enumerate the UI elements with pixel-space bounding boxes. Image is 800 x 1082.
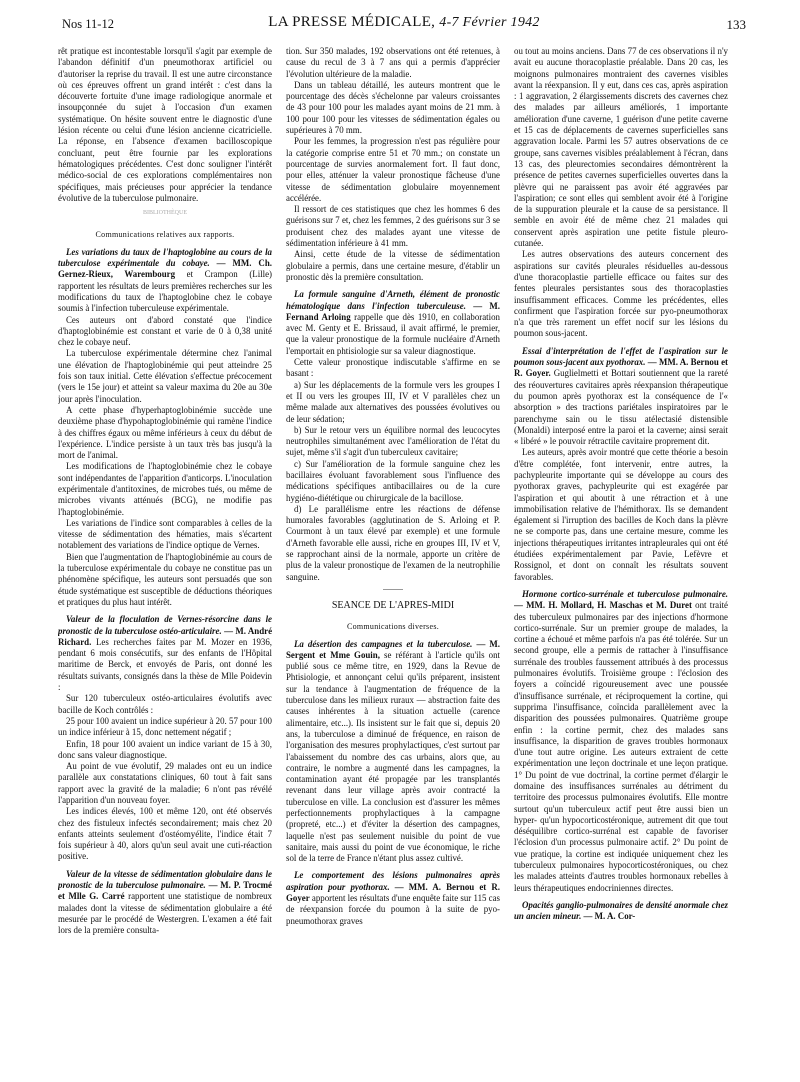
paragraph: Ainsi, cette étude de la vitesse de sédimentation globulaire a permis, dans une certaine mesure, d'établir un pronostic dès la première consultation. bbox=[286, 249, 500, 282]
article-title: Opacités ganglio-pulmonaires de densité anormale chez un ancien mineur. bbox=[514, 899, 728, 922]
section-heading: Communications diverses. bbox=[346, 622, 440, 632]
paragraph: La tuberculose expérimentale détermine chez l'animal une élévation de l'haptoglobinémie qui peut atteindre 25 fois son taux initial. Cette élévation s'effectue précocement (vers le 15e jour) et atteint sa valeur maxima du 20e au 30e jour après l'inoculation. bbox=[58, 348, 272, 404]
article-authors: — M. A. Cor- bbox=[581, 911, 636, 922]
issue-date: 4-7 Février 1942 bbox=[439, 15, 540, 30]
article-title: La formule sanguine d'Arneth, élément de pronostic hématologique dans l'infection tuberculeuse. bbox=[286, 289, 500, 311]
article-authors: — M. Sergent et Mme Gouin, bbox=[286, 638, 500, 660]
paragraph: b) Sur le retour vers un équilibre normal des leucocytes neutrophiles simultanément avec l'amélioration de l'état du sujet, même s'il s'agit d'un tuberculeux cavitaire; bbox=[286, 424, 500, 458]
article-intro: rapportent une statistique de nombreux malades dont la vitesse de sédimentation globulaire a été mesurée par le procédé de Westergren. L'examen a été fait lors de la première consulta- bbox=[58, 891, 272, 936]
column-middle bbox=[286, 46, 500, 1076]
article-title: Valeur de la vitesse de sédimentation globulaire dans le pronostic de la tuberculose pulmonaire. bbox=[58, 868, 272, 891]
column-right bbox=[514, 46, 728, 1076]
journal-title: LA PRESSE MÉDICALE bbox=[268, 14, 432, 30]
paragraph: Les indices élevés, 100 et même 120, ont été observés chez des fistuleux infectés secondairement; mais chez 20 enfants atteints seulement d'ostéomyélite, l'indice était 7 fois supérieur à 40, alors qu'un seul avait une cuti-réaction positive. bbox=[58, 806, 272, 862]
article-heading bbox=[514, 900, 728, 923]
article-heading bbox=[58, 247, 272, 315]
paragraph: d) Le parallélisme entre les réactions de défense humorales favorables (agglutination de S. Arloing et P. Courmont à un taux élevé par exemple) et une formule d'Arneth favorable elle aussi, riche en groupes III, IV et V, se rapprochant ainsi de la normale, apporte un critère de plus de la valeur pronostique de l'examen de la neutrophilie sanguine. bbox=[286, 503, 500, 582]
article-intro: ont traité des tuberculeux pulmonaires par des injections d'hormone cortico-surrénale. Sur un premier groupe de malades, la cortine a échoué et même parfois n'a pas été tolérée. Sur un second groupe, elle a permis de rattacher à l'insuffisance surrénale des troubles faussement attribués à des processus pulmonaires évolutifs. Troisième groupe : l'éclosion des foyers a coïncidé rigoureusement avec une poussée d'insuffisance surrénale, et réciproquement la cortine, qui supprima l'insuffisance, coïncida parallèlement avec la disparition des poussées pulmonaires. Quatrième groupe enfin : la cortine permit, chez des malades sans insuffisance, la disparition de graves troubles hormonaux d'une tout autre origine. Les auteurs extraient de cette expérimentation une leçon doctrinale et une leçon pratique. 1° Du point de vue doctrinal, la cortine permet d'élargir le domaine des insuffisances surrénales au détriment du territoire des processus pulmonaires évolutifs. Elle montre surtout qu'un tuberculeux actif peut être aussi bien un hyper- qu'un hypocorticostéronique, autrement dit que tout déséquilibre cortico-surrénal est capable de favoriser l'éclosion d'un processus pulmonaire actif. 2° Du point de vue pratique, la cortine est indiquée uniquement chez les tuberculeux pulmonaires hypocorticostéroniques, ou chez les malades atteints d'autres troubles hormonaux rebelles à leurs thérapeutiques endocriniennes directes. bbox=[514, 600, 728, 893]
paragraph: Au point de vue évolutif, 29 malades ont eu un indice parallèle aux constatations cliniques, 60 tout à fait sans rapport avec la gravité de la maladie; 6 n'ont pas révélé l'apparition d'un nouveau foyer. bbox=[58, 761, 272, 805]
journal-title-line: LA PRESSE MÉDICALE, 4-7 Février 1942 bbox=[268, 14, 540, 30]
session-heading: SEANCE DE L'APRES-MIDI bbox=[331, 599, 455, 611]
page-header bbox=[62, 14, 746, 38]
paragraph: Enfin, 18 pour 100 avaient un indice variant de 15 à 30, donc sans valeur diagnostique. bbox=[58, 738, 272, 760]
article-title: Hormone cortico-surrénale et tuberculose pulmonaire. bbox=[522, 588, 728, 599]
paragraph: Les auteurs, après avoir montré que cette théorie a besoin d'être complétée, font intervenir, entre autres, la pachypleurite importante qui se développe au cours des pyothorax graves, pachypleurite qui est exagérée par l'aspiration et qui aboutit à une rétraction et à une immobilisation relative de l'hémithorax. Ils se demandent également si l'irruption des bacilles de Koch dans la plèvre ne se comporte pas, dans une certaine mesure, comme les injections thérapeutiques irritantes intrapleurales qui ont été étudiées expérimentalement par Pavie, Lefèvre et Rossignol, et dont on connaît les résultats souvent favorables. bbox=[514, 447, 728, 582]
paragraph: rêt pratique est incontestable lorsqu'il s'agit par exemple de l'abandon définitif d'un pneumothorax artificiel ou d'autoriser la reprise du travail. Il est une autre circonstance où ces épreuves offrent un grand intérêt : c'est dans la découverte fortuite d'une image radiologique anormale et insoupçonnée du sujet à l'occasion d'un examen systématique. On hésite souvent entre le diagnostic d'une lésion récente ou celui d'une lésion ancienne cicatricielle. La réponse, en l'absence d'examen bacilloscopique concluant, peut être fournie par les explorations hématologiques précédentes. C'est donc souligner l'intérêt médico-social de ces explorations complémentaires non spécifiques, mais précieuses pour apprécier la tendance évolutive de la tuberculose pulmonaire. bbox=[58, 46, 272, 203]
page-number: 133 bbox=[726, 17, 746, 32]
article-heading bbox=[286, 289, 500, 357]
article-authors: — MM. Ch. Gernez-Rieux, Warembourg bbox=[58, 258, 272, 280]
article-authors: — MM. A. Bernou et R. Goyer bbox=[286, 881, 500, 904]
paragraph: Cette valeur pronostique indiscutable s'affirme en se basant : bbox=[286, 357, 500, 379]
article-intro: et Crampon (Lille) rapportent les résultats de leurs premières recherches sur les modifications du taux de l'haptoglobine chez le cobaye soumis à l'infection tuberculeuse expérimentale. bbox=[58, 269, 272, 314]
paragraph: 25 pour 100 avaient un indice supérieur à 20. 57 pour 100 un indice inférieur à 15, donc nettement négatif ; bbox=[58, 715, 272, 738]
paragraph: c) Sur l'amélioration de la formule sanguine chez les bacillaires évoluant favorablement sous l'influence des médications spécifiques antibacillaires ou de la cure hygiéno-diététique ou chirurgicale de la bacillose. bbox=[286, 458, 500, 503]
article-authors: — M. Fernand Arloing bbox=[286, 300, 500, 322]
article-intro: Guglielmetti et Bottari soutiennent que la rareté des réouvertures cavitaires après réexpansion thérapeutique du poumon après pyothorax est la conséquence de l'« absorption » des tractions pariétales inspiratoires par le parenchyme sain ou le tissu atélectasié distensible (Monaldi) interposé entre la paroi et la caverne; ainsi serait « libéré » le pouvoir rétractile cavitaire proprement dit. bbox=[514, 368, 728, 447]
paragraph: A cette phase d'hyperhaptoglobinémie succède une deuxième phase d'hypohaptoglobinémie qui ramène l'indice à des chiffres égaux ou même inférieurs à ceux du début de l'expérience. L'indice persiste à un taux très bas jusqu'à la mort de l'animal. bbox=[58, 404, 272, 461]
paragraph: a) Sur les déplacements de la formule vers les groupes I et II ou vers les groupes III, IV et V parallèles chez un même malade aux alternatives des poussées évolutives ou de leur sédation; bbox=[286, 379, 500, 424]
article-authors: — MM. H. Mollard, H. Maschas et M. Duret bbox=[514, 600, 692, 611]
paragraph: Pour les femmes, la progression n'est pas régulière pour la catégorie comprise entre 51 et 70 mm.; on constate un pourcentage de survies anormalement fort. Il faut donc, pour elles, atténuer la valeur pronostique fâcheuse d'une vitesse de sédimentation globulaire moyennement accélérée. bbox=[286, 136, 500, 203]
article-title: Essai d'interprétation de l'effet de l'aspiration sur le poumon sous-jacent aux pyothorax. bbox=[514, 345, 728, 368]
article-intro: Les recherches faites par M. Mozer en 1936, pendant 6 mois consécutifs, sur des enfants de l'Hôpital maritime de Berck, et envoyés de Paris, ont donné les résultats suivants, consignés dans la thèse de Mlle Poidevin : bbox=[58, 636, 272, 693]
paragraph: ou tout au moins anciens. Dans 77 de ces observations il n'y avait eu aucune thoracoplastie préalable. Dans 20 cas, les moignons pulmonaires montraient des cavernes visibles avant la réexpansion. Il y eut, dans ces cas, après aspiration : 1 aggravation, 2 élargissements discrets des cavernes chez des malades par ailleurs améliorés, 1 importante amélioration d'une caverne, 1 guérison d'une petite caverne et 15 cas de déplacements de cavernes superficielles sans aggravation locale. Parmi les 57 autres observations de ce groupe, sans cavernes visibles préalablement à l'écran, dans 13 cas, des pleurectomies secondaires démontrèrent la présence de petites cavernes superficielles ouvertes dans la plèvre qui ne paraissent pas avoir été aggravées par l'aspiration; ce sont elles qui semblent avoir été à l'origine de la suppuration pleurale et la cause de sa persistance. Il semble en avoir été de même chez 21 malades qui conservent après aspiration une petite fistule pleuro-cutanée. bbox=[514, 46, 728, 249]
paragraph: Les variations de l'indice sont comparables à celles de la vitesse de sédimentation des hématies, mais s'écartent notablement des variations de l'indice optique de Vernes. bbox=[58, 517, 272, 551]
paragraph: Les autres observations des auteurs concernent des aspirations sur cavités pleurales résiduelles au-dessous d'une thoracoplastie partielle efficace ou faites sur des fentes pleurales persistantes sous des thoracoplasties insuffisamment efficaces. Comme les précédentes, elles confirment que l'aspiration forcée sur pyo-pneumothorax n'a que très rarement un effet nocif sur les lésions du poumon sous-jacent. bbox=[514, 249, 728, 339]
paragraph: Dans un tableau détaillé, les auteurs montrent que le pourcentage des décès s'échelonne par valeurs croissantes de 43 pour 100 pour les malades ayant moins de 21 mm. à 100 pour 100 pour les vitesses de sédimentation égales ou supérieures à 70 mm. bbox=[286, 79, 500, 136]
paragraph: Bien que l'augmentation de l'haptoglobinémie au cours de la tuberculose expérimentale du cobaye ne constitue pas un phénomène spécifique, les auteurs sont persuadés que son étude systématique est susceptible de déductions théoriques et pratiques du plus haut intérêt. bbox=[58, 551, 272, 607]
article-heading bbox=[514, 589, 728, 894]
paragraph: Les modifications de l'haptoglobinémie chez le cobaye sont indépendantes de l'apparition d'anticorps. L'inoculation expérimentale d'antitoxines, de microbes tués, ou même de microbes vivants atténués (BCG), ne modifie pas l'haptoglobinémie. bbox=[58, 461, 272, 517]
article-title: Les variations du taux de l'haptoglobine au cours de la tuberculose expérimentale du cobaye. bbox=[58, 246, 272, 269]
article-authors: — M. P. Trocmé et Mlle G. Carré bbox=[58, 880, 272, 902]
paragraph: tion. Sur 350 malades, 192 observations ont été retenues, à cause du recul de 3 à 7 ans qui a permis d'apprécier l'évolution ultérieure de la maladie. bbox=[286, 46, 500, 79]
article-intro: apportent les résultats d'une enquête faite sur 115 cas de réexpansion forcée du poumon à la suite de pyo-pneumothorax graves bbox=[286, 893, 500, 926]
column-left bbox=[58, 46, 272, 1076]
article-authors: — M. André Richard. bbox=[58, 625, 272, 647]
article-intro: rappelle que dès 1910, en collaboration avec M. Genty et E. Brissaud, il avait affirmé, le premier, que la valeur pronostique de la formule nucléaire d'Arneth l'emportait en phtisiologie sur sa valeur diagnostique. bbox=[286, 311, 500, 356]
article-intro: se référant à l'article qu'ils ont publié sous ce même titre, en 1929, dans la Revue de Phtisiologie, et annonçant celui qu'ils préparent, insistent sur la tendance à l'augmentation de fréquence de la tuberculose dans les milieux ruraux — abstraction faite des causes inhérentes à la situation actuelle (carence alimentaire, etc...). Ils insistent sur le fait que si, depuis 20 ans, la tuberculose a diminué de fréquence, en raison de l'organisation des mesures prophylactiques, c'est surtout par l'abaissement du nombre des cas urbains, alors que, au contraire, le nombre a augmenté dans les campagnes, la contamination ayant été propagée par les transplantés revenant dans leur village après avoir contracté la tuberculose en ville. La conclusion est d'assurer les mêmes perfectionnements prophylactiques à la campagne (propreté, etc...) et d'éviter la désertion des campagnes, laquelle n'est pas seulement nuisible du point de vue sanitaire, mais aussi du point de vue économique, le riche sol de la terre de France n'étant plus assez cultivé. bbox=[286, 649, 500, 864]
divider bbox=[383, 589, 403, 590]
article-title: Le comportement des lésions pulmonaires après aspiration pour pyothorax. bbox=[286, 870, 500, 892]
article-heading bbox=[58, 614, 272, 693]
article-title: La désertion des campagnes et la tuberculose. bbox=[294, 638, 473, 649]
library-stamp: BIBLIOTHÈQUE bbox=[143, 210, 187, 217]
paragraph: Sur 120 tuberculeux ostéo-articulaires évolutifs avec bacille de Koch contrôlés : bbox=[58, 693, 272, 715]
paragraph: Ces auteurs ont d'abord constaté que l'indice d'haptoglobinémie est constant et varie de 0 à 0,38 unité chez le cobaye neuf. bbox=[58, 314, 272, 348]
article-heading bbox=[286, 639, 500, 865]
section-heading: Communications relatives aux rapports. bbox=[95, 230, 235, 240]
article-heading bbox=[58, 869, 272, 937]
article-heading bbox=[514, 346, 728, 448]
issue-number: Nos 11-12 bbox=[62, 17, 114, 31]
article-heading bbox=[286, 870, 500, 926]
paragraph: Il ressort de ces statistiques que chez les hommes 6 des guérisons sur 7 et, chez les femmes, 2 des guérisons sur 3 se produisent chez des malades ayant une vitesse de sédimentation inférieure à 41 mm. bbox=[286, 204, 500, 249]
article-authors: — MM. A. Bernou et R. Goyer. bbox=[514, 357, 728, 379]
article-title: Valeur de la floculation de Vernes-résorcine dans le pronostic de la tuberculose ostéo-articulaire. bbox=[58, 614, 272, 636]
